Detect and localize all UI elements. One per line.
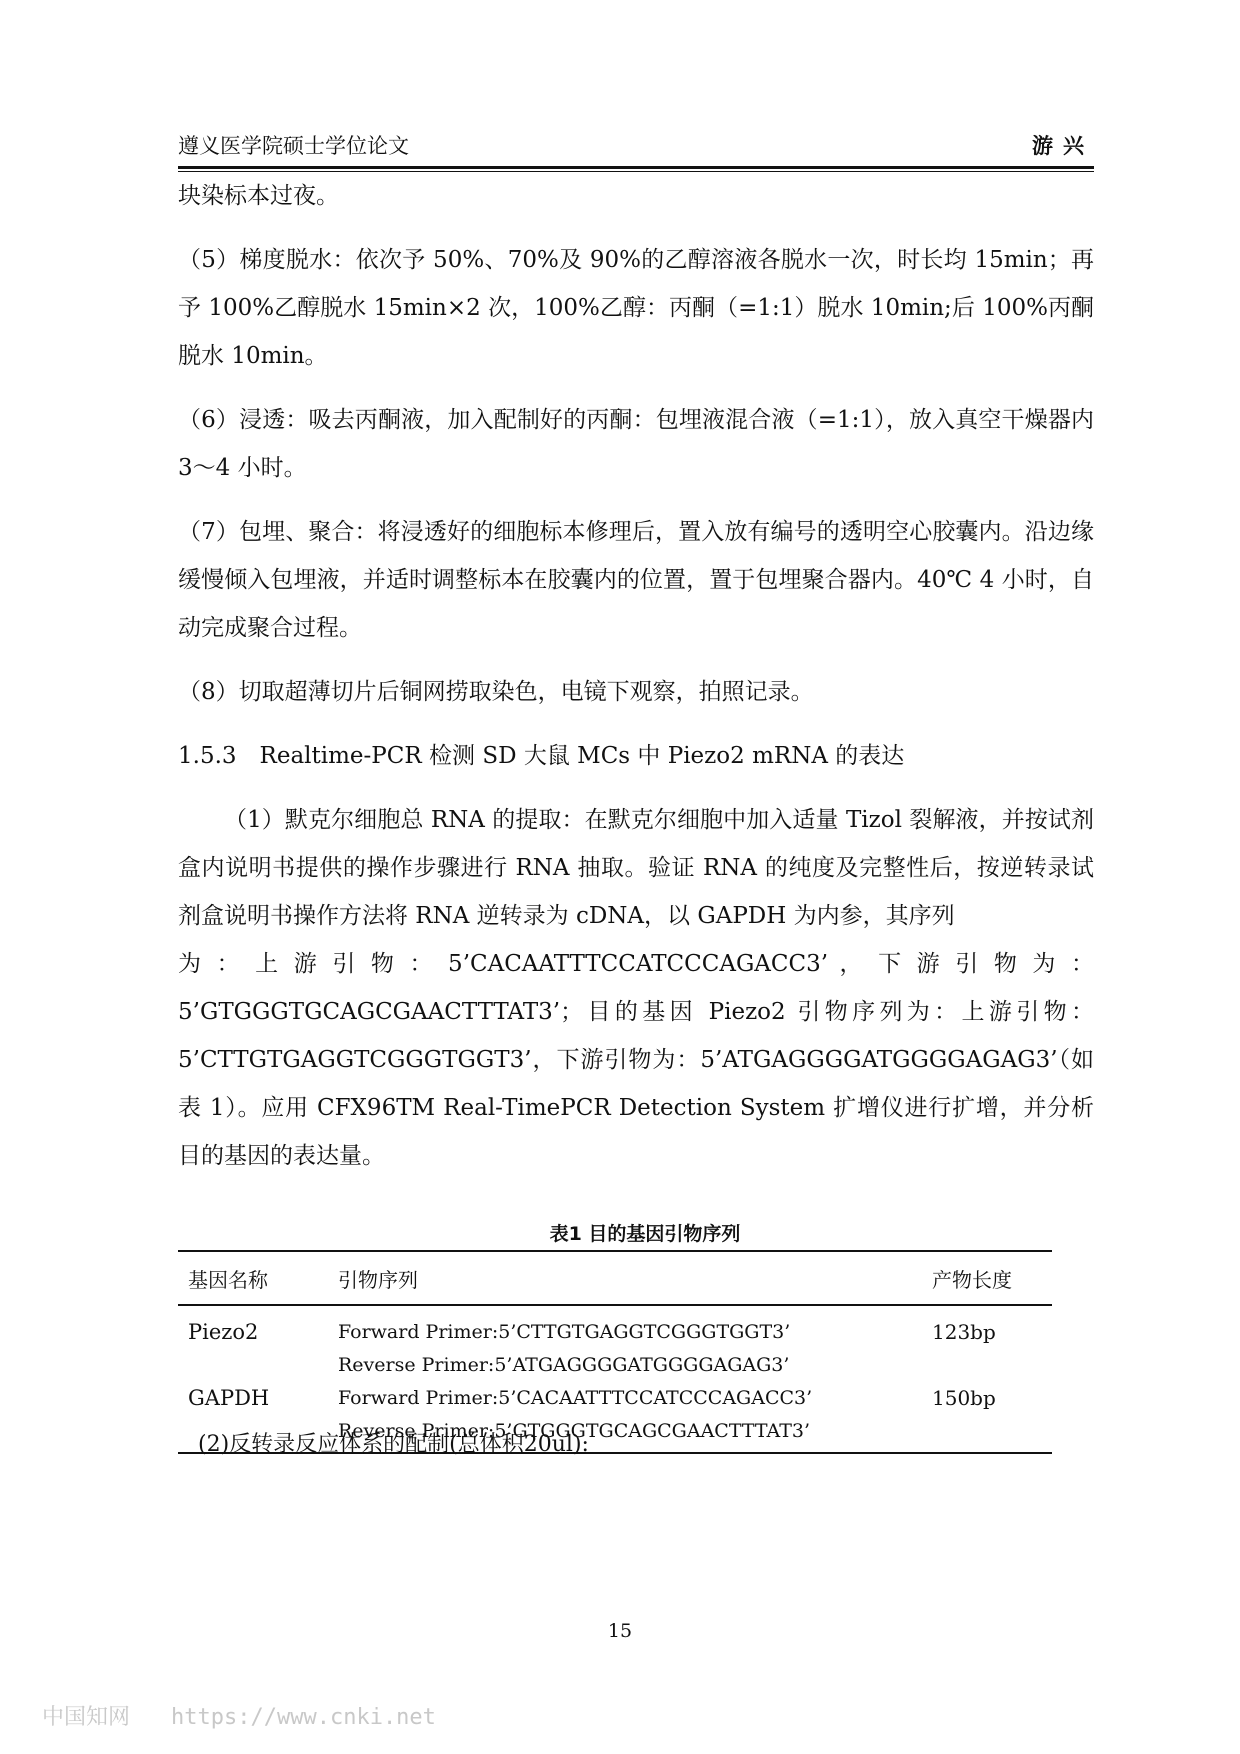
paragraph-step-6: （6）浸透：吸去丙酮液，加入配制好的丙酮：包埋液混合液（=1:1），放入真空干燥器内 3～4 小时。 — [178, 407, 1094, 481]
header-primer-sequence: 引物序列 — [338, 1267, 418, 1292]
paragraph-reverse-transcription: (2)反转录反应体系的配制(总体积20ul): — [198, 1432, 589, 1457]
page-number: 15 — [607, 1620, 633, 1642]
forward-primer: Forward Primer:5’CACAATTTCCATCCCAGACC3’ — [338, 1387, 813, 1409]
paragraph-primer-details: 5’GTGGGTGCAGCGAACTTTAT3’；目的基因 Piezo2 引物序列为：上游引物：5’CTTGTGAGGTCGGGTGGT3’，下游引物为：5’ATGAGGGGATGGGGAGAG3’（如表 1）。应用 CFX96TM Real-TimePCR Detection System 扩增仪进行扩增，并分析目的基因的表达量。 — [178, 999, 1094, 1169]
paragraph-step-7: （7）包埋、聚合：将浸透好的细胞标本修理后，置入放有编号的透明空心胶囊内。沿边缘缓慢倾入包埋液，并适时调整标本在胶囊内的位置，置于包埋聚合器内。40℃ 4 小时，自动完成聚合过程。 — [178, 519, 1094, 641]
reverse-primer: Reverse Primer:5’ATGAGGGGATGGGGAGAG3’ — [338, 1354, 790, 1376]
product-length: 123bp — [932, 1320, 996, 1344]
gene-name: Piezo2 — [188, 1320, 259, 1344]
paragraph-continuation: 块染标本过夜。 — [178, 183, 339, 209]
section-heading-1-5-3: 1.5.3 Realtime-PCR 检测 SD 大鼠 MCs 中 Piezo2 mRNA 的表达 — [178, 743, 905, 769]
rna-extraction-text: （1）默克尔细胞总 RNA 的提取：在默克尔细胞中加入适量 Tizol 裂解液，并按试剂盒内说明书提供的操作步骤进行 RNA 抽取。验证 RNA 的纯度及完整性后，按逆转录试剂盒说明书操作方法将 RNA 逆转录为 cDNA，以 GAPDH 为内参，其序列 — [178, 807, 1094, 929]
paragraph-step-5: （5）梯度脱水：依次予 50%、70%及 90%的乙醇溶液各脱水一次，时长均 15min；再予 100%乙醇脱水 15min×2 次，100%乙醇：丙酮（=1:1）脱水 10min;后 100%丙酮脱水 10min。 — [178, 247, 1094, 369]
thesis-title: 遵义医学院硕士学位论文 — [178, 134, 409, 158]
header-product-length: 产物长度 — [932, 1267, 1012, 1292]
primer-sequences — [328, 1305, 922, 1382]
gene-name: GAPDH — [188, 1386, 270, 1410]
watermark — [42, 1700, 436, 1731]
header-gene-name: 基因名称 — [188, 1267, 268, 1292]
paragraph-rna-extraction — [178, 796, 1094, 940]
primer-table-block — [178, 1218, 1052, 1454]
primer-table — [178, 1250, 1052, 1454]
reverse-primer: Reverse Primer:5’GTGGGTGCAGCGAACTTTAT3’ — [338, 1420, 810, 1442]
table-row — [178, 1305, 1052, 1382]
watermark-cnki-name: 中国知网 — [42, 1705, 131, 1730]
table-header-row — [178, 1251, 1052, 1305]
paragraph-primer-line: 为 ： 上 游 引 物 ： 5’CACAATTTCCATCCCAGACC3’ ， 下 游 引 物 为 ： — [178, 951, 1094, 977]
page-header — [178, 128, 1094, 164]
author-name: 游兴 — [1032, 133, 1094, 158]
body-text — [178, 172, 1094, 1180]
product-length: 150bp — [932, 1386, 996, 1410]
watermark-url: https://www.cnki.net — [171, 1705, 436, 1730]
forward-primer: Forward Primer:5’CTTGTGAGGTCGGGTGGT3’ — [338, 1321, 791, 1343]
table-title: 表1 目的基因引物序列 — [549, 1223, 741, 1245]
header-rule-thick — [178, 166, 1094, 169]
paragraph-step-8: （8）切取超薄切片后铜网捞取染色，电镜下观察，拍照记录。 — [178, 679, 814, 705]
